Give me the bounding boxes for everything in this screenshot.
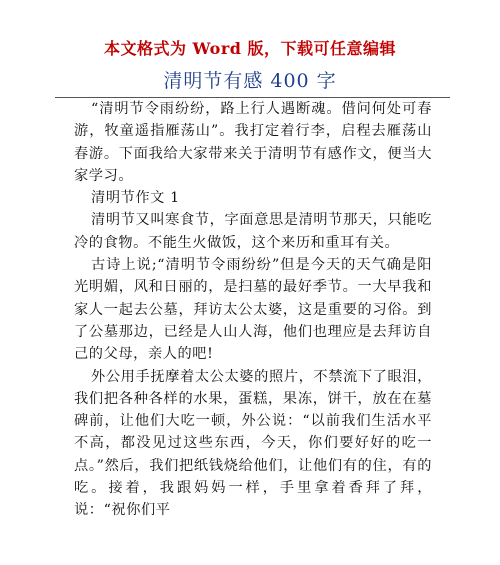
section-heading: 清明节作文 1 bbox=[91, 190, 180, 207]
format-banner: 本文格式为 Word 版，下载可任意编辑 bbox=[103, 39, 397, 58]
body-paragraph: 外公用手抚摩着太公太婆的照片，不禁流下了眼泪，我们把各种各样的水果，蛋糕，果冻，饼干，放在在墓碑前，让他们大吃一顿，外公说：“以前我们生活水平不高，都没见过这些东西，今天，你们要好好的吃一点。”然后，我们把纸钱烧给他们，让他们有的住，有的吃。接着，我跟妈妈一样，手里拿着香拜了拜，说：“祝你们平 bbox=[74, 368, 432, 519]
article-body bbox=[74, 98, 432, 522]
body-paragraph: 古诗上说;“清明节令雨纷纷”但是今天的天气确是阳光明媚，风和日丽的，是扫墓的最好季节。一大早我和家人一起去公墓，拜访太公太婆，这是重要的习俗。到了公墓那边，已经是人山人海，他们也理应是去拜访自己的父母，亲人的吧! bbox=[74, 257, 432, 363]
page-title: 清明节有感 400 字 bbox=[163, 70, 337, 92]
body-paragraph: 清明节又叫寒食节，字面意思是清明节那天，只能吃冷的食物。不能生火做饭，这个来历和重耳有关。 bbox=[74, 212, 432, 251]
intro-paragraph: “清明节令雨纷纷，路上行人遇断魂。借问何处可春游，牧童遥指雁荡山”。我打定着行李，启程去雁荡山春游。下面我给大家带来关于清明节有感作文，便当大家学习。 bbox=[74, 101, 432, 184]
